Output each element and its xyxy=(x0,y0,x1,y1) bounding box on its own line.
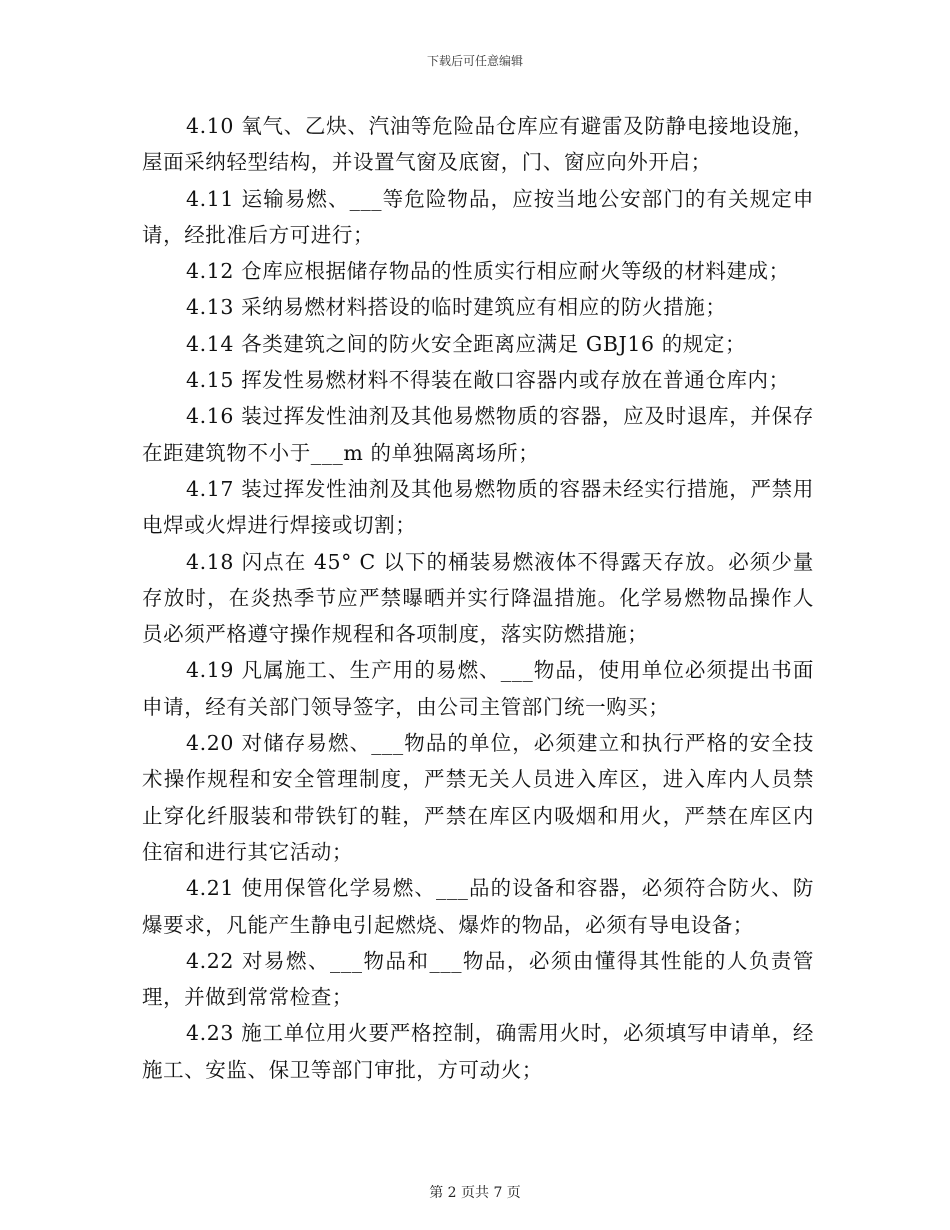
clause-4-10: 4.10 氧气、乙炔、汽油等危险品仓库应有避雷及防静电接地设施，屋面采纳轻型结构，并设置气窗及底窗，门、窗应向外开启； xyxy=(142,114,814,175)
clause-4-16: 4.16 装过挥发性油剂及其他易燃物质的容器，应及时退库，并保存在距建筑物不小于___m 的单独隔离场所； xyxy=(142,404,814,465)
clause-4-22: 4.22 对易燃、___物品和___物品，必须由懂得其性能的人负责管理，并做到常常检查； xyxy=(142,948,814,1010)
clause-4-17: 4.17 装过挥发性油剂及其他易燃物质的容器未经实行措施，严禁用电焊或火焊进行焊接或切割； xyxy=(142,476,814,538)
page-header-note: 下载后可任意编辑 xyxy=(426,54,523,68)
clause-4-12: 4.12 仓库应根据储存物品的性质实行相应耐火等级的材料建成； xyxy=(186,259,790,284)
document-body xyxy=(142,108,814,1088)
clause-4-11: 4.11 运输易燃、___等危险物品，应按当地公安部门的有关规定申请，经批准后方可进行； xyxy=(142,186,814,247)
clause-4-13: 4.13 采纳易燃材料搭设的临时建筑应有相应的防火措施； xyxy=(186,295,727,320)
clause-4-18: 4.18 闪点在 45° C 以下的桶装易燃液体不得露天存放。必须少量存放时，在炎热季节应严禁曝晒并实行降温措施。化学易燃物品操作人员必须严格遵守操作规程和各项制度，落实防燃措施； xyxy=(142,549,814,647)
page-number: 第 2 页共 7 页 xyxy=(429,1185,521,1201)
clause-4-20: 4.20 对储存易燃、___物品的单位，必须建立和执行严格的安全技术操作规程和安全管理制度，严禁无关人员进入库区，进入库内人员禁止穿化纤服装和带铁钉的鞋，严禁在库区内吸烟和用火，严禁在库区内住宿和进行其它活动； xyxy=(142,731,814,864)
clause-4-21: 4.21 使用保管化学易燃、___品的设备和容器，必须符合防火、防爆要求，凡能产生静电引起燃烧、爆炸的物品，必须有导电设备； xyxy=(142,876,814,937)
clause-4-19: 4.19 凡属施工、生产用的易燃、___物品，使用单位必须提出书面申请，经有关部门领导签字，由公司主管部门统一购买； xyxy=(142,658,814,719)
clause-4-14: 4.14 各类建筑之间的防火安全距离应满足 GBJ16 的规定； xyxy=(186,331,747,356)
clause-4-15: 4.15 挥发性易燃材料不得装在敞口容器内或存放在普通仓库内； xyxy=(186,368,790,393)
clause-4-23: 4.23 施工单位用火要严格控制，确需用火时，必须填写申请单，经施工、安监、保卫等部门审批，方可动火； xyxy=(142,1021,814,1082)
